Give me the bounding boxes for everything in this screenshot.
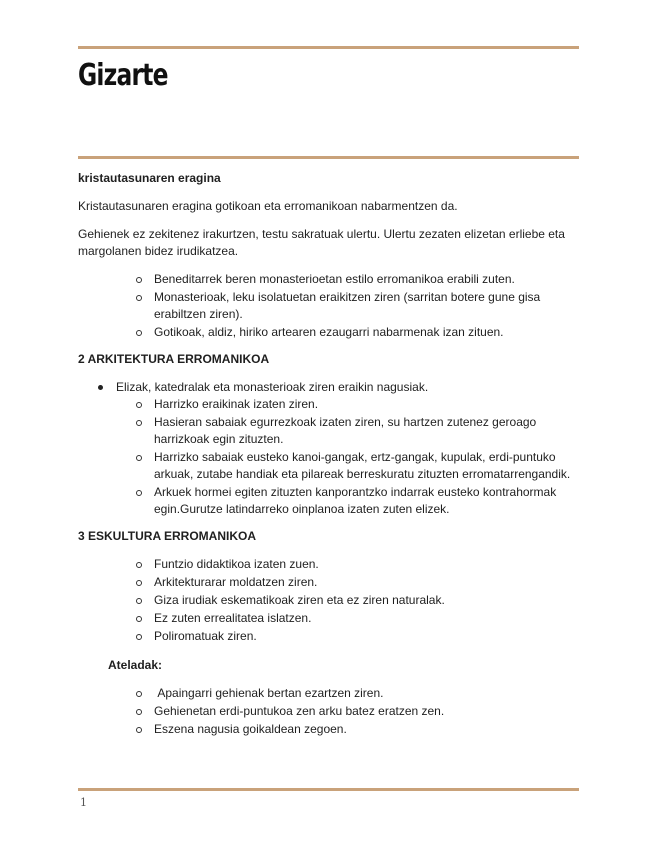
list-item: Arkitekturarar moldatzen ziren. — [78, 574, 580, 591]
nested-bullet-list — [116, 396, 580, 518]
document-body — [78, 170, 580, 748]
top-divider — [78, 46, 579, 49]
page-number: 1 — [80, 796, 87, 809]
bullet-list — [78, 379, 580, 518]
list-item: Harrizko sabaiak eusteko kanoi-gangak, ertz-gangak, kupulak, erdi-puntuko arkuak, zutabe handiak eta pilareak berreskuratu zituzten erromatarrengandik. — [116, 449, 580, 483]
list-item: Funtzio didaktikoa izaten zuen. — [78, 556, 580, 573]
section-heading-arkitektura: 2 ARKITEKTURA ERROMANIKOA — [78, 352, 270, 366]
section-heading-kristautasuna: kristautasunaren eragina — [78, 171, 221, 185]
list-item: Ez zuten errealitatea islatzen. — [78, 610, 580, 627]
page-title: Gizarte — [78, 58, 168, 93]
list-item — [78, 379, 580, 518]
list-item: Beneditarrek beren monasterioetan estilo erromanikoa erabili zuten. — [78, 271, 580, 288]
paragraph: Kristautasunaren eragina gotikoan eta erromanikoan nabarmentzen da. — [78, 199, 458, 213]
section-heading-eskultura: 3 ESKULTURA ERROMANIKOA — [78, 529, 257, 543]
bullet-list — [78, 271, 580, 341]
title-divider — [78, 156, 579, 159]
bullet-list — [78, 556, 580, 645]
list-item: Eszena nagusia goikaldean zegoen. — [78, 721, 580, 738]
list-item: Harrizko eraikinak izaten ziren. — [116, 396, 580, 413]
list-item: Poliromatuak ziren. — [78, 628, 580, 645]
list-item: Apaingarri gehienak bertan ezartzen ziren. — [78, 685, 580, 702]
list-item: Gehienetan erdi-puntukoa zen arku batez eratzen zen. — [78, 703, 580, 720]
subheading-ateladak: Ateladak: — [108, 658, 163, 672]
list-item: Giza irudiak eskematikoak ziren eta ez ziren naturalak. — [78, 592, 580, 609]
list-item-text: Elizak, katedralak eta monasterioak ziren eraikin nagusiak. — [116, 380, 429, 394]
footer-divider — [78, 788, 579, 791]
paragraph: Gehienek ez zekitenez irakurtzen, testu sakratuak ulertu. Ulertu zezaten elizetan erliebe eta margolanen bidez irudikatzea. — [78, 227, 565, 258]
list-item: Hasieran sabaiak egurrezkoak izaten ziren, su hartzen zutenez geroago harrizkoak egin zituzten. — [116, 414, 580, 448]
list-item: Arkuek hormei egiten zituzten kanporantzko indarrak eusteko kontrahormak egin.Gurutze latindarreko oinplanoa izaten zuten elizek. — [116, 484, 580, 518]
bullet-list — [78, 685, 580, 738]
list-item: Gotikoak, aldiz, hiriko artearen ezaugarri nabarmenak izan zituen. — [78, 324, 580, 341]
list-item: Monasterioak, leku isolatuetan eraikitzen ziren (sarritan botere gune gisa erabiltzen ziren). — [78, 289, 580, 323]
